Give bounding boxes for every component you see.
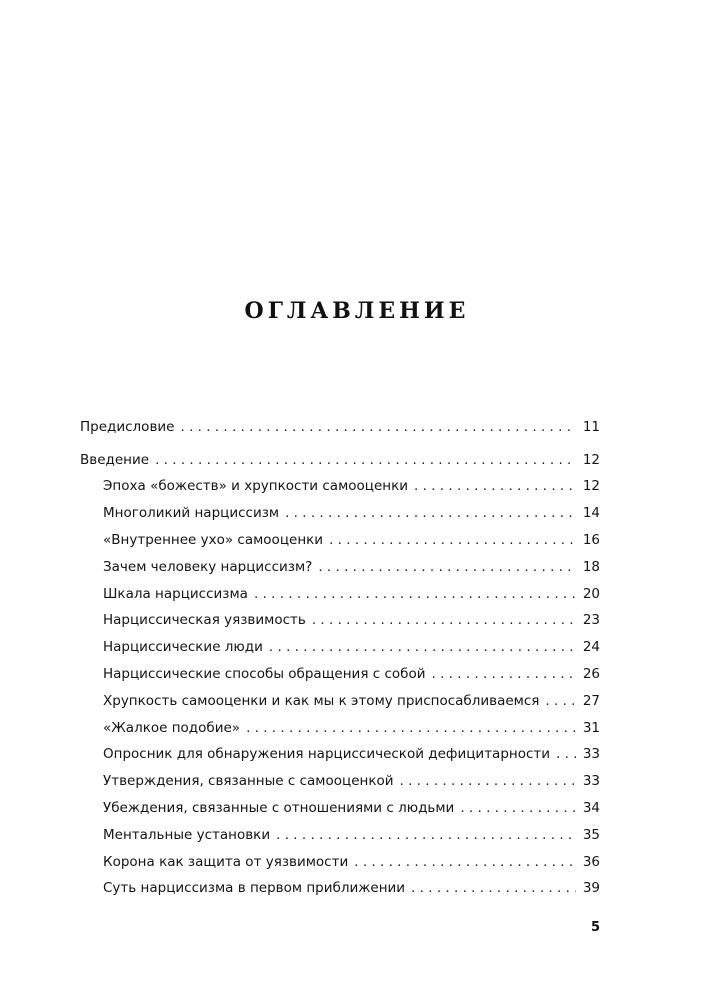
toc-entry-label: «Жалкое подобие» xyxy=(103,719,241,736)
toc-entry[interactable] xyxy=(80,409,600,436)
toc-entry-label: Ментальные установки xyxy=(103,826,271,843)
dot-leader xyxy=(460,799,576,817)
toc-entry-page: 31 xyxy=(582,719,600,736)
dot-leader xyxy=(155,451,576,469)
toc-entry-page: 33 xyxy=(582,746,600,763)
toc-entry-label: Суть нарциссизма в первом приближении xyxy=(103,880,406,897)
toc-entry-page: 11 xyxy=(582,418,600,435)
toc-entry-page: 14 xyxy=(582,505,600,522)
table-of-contents xyxy=(80,409,600,897)
toc-entry-label: Нарциссическая уязвимость xyxy=(103,612,306,629)
toc-entry-label: Предисловие xyxy=(80,418,175,435)
toc-subentry[interactable] xyxy=(103,495,600,522)
toc-entry-label: Корона как защита от уязвимости xyxy=(103,853,349,870)
toc-entry-page: 20 xyxy=(582,585,600,602)
toc-subentry[interactable] xyxy=(103,871,600,898)
dot-leader xyxy=(318,558,576,576)
dot-leader xyxy=(556,745,576,763)
toc-subentry[interactable] xyxy=(103,576,600,603)
toc-subentry[interactable] xyxy=(103,683,600,710)
toc-subentry[interactable] xyxy=(103,790,600,817)
toc-entry-label: Утверждения, связанные с самооценкой xyxy=(103,773,394,790)
toc-entry-label: Опросник для обнаружения нарциссической дефицитарности xyxy=(103,746,551,763)
toc-entry-label: Хрупкость самооценки и как мы к этому приспосабливаемся xyxy=(103,692,540,709)
toc-subentry[interactable] xyxy=(103,817,600,844)
dot-leader xyxy=(285,504,576,522)
toc-entry-page: 35 xyxy=(582,826,600,843)
dot-leader xyxy=(354,853,576,871)
dot-leader xyxy=(431,665,576,683)
toc-subentry[interactable] xyxy=(103,629,600,656)
toc-subentry[interactable] xyxy=(103,522,600,549)
dot-leader xyxy=(254,585,576,603)
toc-subentry[interactable] xyxy=(103,763,600,790)
toc-entry-page: 27 xyxy=(582,692,600,709)
toc-entry-page: 16 xyxy=(582,531,600,548)
toc-entry-page: 33 xyxy=(582,773,600,790)
dot-leader xyxy=(545,692,576,710)
toc-entry[interactable] xyxy=(80,442,600,469)
toc-entry-page: 12 xyxy=(582,451,600,468)
dot-leader xyxy=(180,418,576,436)
toc-subentry[interactable] xyxy=(103,844,600,871)
toc-entry-page: 24 xyxy=(582,639,600,656)
toc-entry-label: Эпоха «божеств» и хрупкости самооценки xyxy=(103,478,409,495)
toc-subentry[interactable] xyxy=(103,549,600,576)
dot-leader xyxy=(269,638,576,656)
dot-leader xyxy=(276,826,576,844)
toc-subentry[interactable] xyxy=(103,469,600,496)
toc-subentry[interactable] xyxy=(103,737,600,764)
toc-entry-label: Зачем человеку нарциссизм? xyxy=(103,558,313,575)
toc-entry-label: Убеждения, связанные с отношениями с людьми xyxy=(103,799,455,816)
page-title: ОГЛАВЛЕНИЕ xyxy=(244,298,470,324)
dot-leader xyxy=(414,477,576,495)
toc-entry-label: Шкала нарциссизма xyxy=(103,585,248,602)
dot-leader xyxy=(329,531,576,549)
dot-leader xyxy=(312,611,576,629)
dot-leader xyxy=(400,772,576,790)
toc-entry-label: Нарциссические способы обращения с собой xyxy=(103,665,426,682)
toc-entry-label: «Внутреннее ухо» самооценки xyxy=(103,531,324,548)
toc-entry-page: 26 xyxy=(582,665,600,682)
toc-subentry[interactable] xyxy=(103,710,600,737)
toc-entry-page: 12 xyxy=(582,478,600,495)
page-number: 5 xyxy=(591,920,601,935)
dot-leader xyxy=(246,719,576,737)
toc-subentry[interactable] xyxy=(103,603,600,630)
toc-entry-label: Многоликий нарциссизм xyxy=(103,505,280,522)
toc-subentry[interactable] xyxy=(103,656,600,683)
toc-entry-page: 34 xyxy=(582,799,600,816)
toc-entry-label: Введение xyxy=(80,451,150,468)
dot-leader xyxy=(411,879,576,897)
toc-entry-page: 36 xyxy=(582,853,600,870)
toc-entry-label: Нарциссические люди xyxy=(103,639,263,656)
toc-entry-page: 23 xyxy=(582,612,600,629)
toc-entry-page: 39 xyxy=(582,880,600,897)
toc-entry-page: 18 xyxy=(582,558,600,575)
